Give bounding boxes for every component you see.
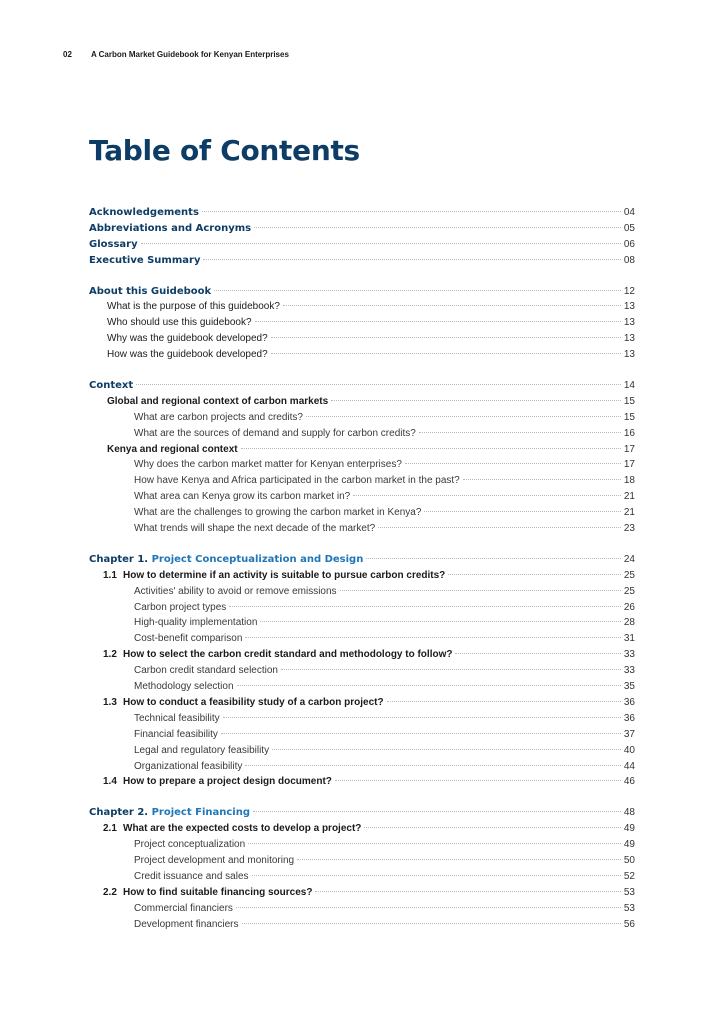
toc-subentry[interactable] [89, 631, 635, 647]
toc-entry-label: How have Kenya and Africa participated in the carbon market in the past? [134, 475, 460, 487]
dot-leader [366, 558, 621, 559]
section-number: 1.3 [103, 696, 117, 708]
toc-page-number: 36 [623, 696, 635, 708]
toc-entry-label: Why was the guidebook developed? [107, 333, 268, 345]
dot-leader [463, 479, 621, 480]
toc-section-1-3[interactable] [89, 695, 635, 711]
toc-entry-label: Kenya and regional context [107, 443, 238, 455]
dot-leader [202, 211, 621, 212]
toc-entry-label: Credit issuance and sales [134, 870, 249, 882]
toc-subentry[interactable] [89, 584, 635, 600]
toc-subentry[interactable] [89, 663, 635, 679]
toc-page-number: 15 [623, 395, 635, 407]
dot-leader [283, 305, 621, 306]
section-number: 2.2 [103, 886, 117, 898]
toc-page-number: 35 [623, 681, 635, 693]
toc-entry-label: How was the guidebook developed? [107, 349, 268, 361]
toc-entry-executive-summary[interactable] [89, 253, 635, 269]
dot-leader [448, 574, 621, 575]
toc-subentry[interactable] [89, 711, 635, 727]
toc-entry-label [89, 821, 361, 837]
section-number: 1.2 [103, 649, 117, 661]
toc-entry-label: Carbon project types [134, 601, 227, 613]
toc-section-1-1[interactable] [89, 568, 635, 584]
toc-entry-label: Project development and monitoring [134, 854, 295, 866]
dot-leader [272, 749, 621, 750]
toc-page-number: 13 [623, 333, 635, 345]
toc-subentry[interactable] [89, 473, 635, 489]
dot-leader [214, 290, 621, 291]
chapter-title: Project Conceptualization and Design [151, 553, 364, 565]
toc-page-number: 26 [623, 601, 635, 613]
dot-leader [387, 701, 621, 702]
toc-subentry[interactable] [89, 869, 635, 885]
toc-group-chapter-1 [89, 552, 635, 790]
toc-page-number: 04 [623, 207, 635, 218]
toc-page-number: 13 [623, 317, 635, 329]
toc-page-number: 21 [623, 491, 635, 503]
toc-entry-context[interactable] [89, 378, 635, 394]
toc-entry-abbreviations[interactable] [89, 221, 635, 237]
dot-leader [141, 243, 621, 244]
toc-page-number: 23 [623, 523, 635, 535]
toc-entry-label: High-quality implementation [134, 617, 258, 629]
toc-subentry[interactable] [89, 299, 635, 315]
toc-entry-label: What trends will shape the next decade of the market? [134, 523, 376, 535]
toc-entry-label: Activities' ability to avoid or remove emissions [134, 585, 337, 597]
dot-leader [245, 765, 620, 766]
dot-leader [254, 227, 621, 228]
toc-subentry[interactable] [89, 679, 635, 695]
toc-section-kenya-context[interactable] [89, 442, 635, 458]
toc-page-number: 49 [623, 823, 635, 835]
toc-entry-label: Commercial financiers [134, 902, 233, 914]
dot-leader [297, 859, 621, 860]
section-title: How to prepare a project design document? [123, 776, 332, 788]
toc-subentry[interactable] [89, 410, 635, 426]
toc-subentry[interactable] [89, 600, 635, 616]
toc-page-number: 05 [623, 222, 635, 234]
dot-leader [306, 416, 621, 417]
section-title: How to select the carbon credit standard and methodology to follow? [123, 649, 453, 661]
toc-subentry[interactable] [89, 521, 635, 537]
toc-subentry[interactable] [89, 505, 635, 521]
dot-leader [136, 384, 621, 385]
dot-leader [455, 653, 620, 654]
dot-leader [271, 337, 621, 338]
dot-leader [242, 923, 621, 924]
chapter-prefix: Chapter 1. [89, 553, 149, 565]
toc-entry-label: Acknowledgements [89, 207, 199, 218]
toc-subentry[interactable] [89, 347, 635, 363]
toc-subentry[interactable] [89, 853, 635, 869]
dot-leader [252, 875, 621, 876]
dot-leader [253, 811, 621, 812]
toc-page-number: 25 [623, 569, 635, 581]
dot-leader [241, 448, 621, 449]
dot-leader [236, 907, 621, 908]
toc-entry-label: About this Guidebook [89, 285, 212, 297]
toc-entry-label: What area can Kenya grow its carbon market in? [134, 491, 351, 503]
toc-entry-label: Technical feasibility [134, 712, 220, 724]
toc-page-number: 15 [623, 411, 635, 423]
section-title: What are the expected costs to develop a project? [123, 823, 362, 835]
toc-entry-label: Development financiers [134, 918, 239, 930]
toc-page-number: 28 [623, 617, 635, 629]
toc-subentry[interactable] [89, 727, 635, 743]
toc-page-number: 53 [623, 902, 635, 914]
section-number: 1.4 [103, 776, 117, 788]
section-title: How to conduct a feasibility study of a carbon project? [123, 696, 384, 708]
toc-entry-label: Why does the carbon market matter for Kenyan enterprises? [134, 459, 402, 471]
toc-entry-chapter-2[interactable] [89, 805, 635, 821]
chapter-title: Project Financing [151, 807, 251, 819]
chapter-prefix: Chapter 2. [89, 807, 149, 819]
toc-entry-label [89, 885, 312, 901]
toc-entry-label: What are carbon projects and credits? [134, 411, 303, 423]
dot-leader [424, 511, 620, 512]
dot-leader [419, 432, 621, 433]
toc-entry-label [89, 695, 384, 711]
dot-leader [353, 495, 621, 496]
toc-subentry[interactable] [89, 615, 635, 631]
toc-subentry[interactable] [89, 917, 635, 933]
toc-entry-label: Cost-benefit comparison [134, 633, 243, 645]
running-header [63, 50, 289, 59]
toc-group-about [89, 284, 635, 363]
toc-entry-label: Project conceptualization [134, 839, 246, 851]
toc-subentry[interactable] [89, 457, 635, 473]
section-number: 1.1 [103, 569, 117, 581]
toc-entry-label [89, 805, 250, 821]
dot-leader [237, 685, 621, 686]
toc-entry-label [89, 774, 332, 790]
toc-page-number: 18 [623, 475, 635, 487]
toc-entry-label: Global and regional context of carbon markets [107, 395, 329, 407]
toc-page-number: 13 [623, 349, 635, 361]
toc-page-number: 53 [623, 886, 635, 898]
toc-page-number: 12 [623, 285, 635, 297]
table-of-contents [89, 205, 635, 947]
toc-group-front-matter [89, 205, 635, 269]
section-title: How to find suitable financing sources? [123, 886, 313, 898]
toc-page-number: 52 [623, 870, 635, 882]
dot-leader [378, 527, 621, 528]
toc-entry-label: Carbon credit standard selection [134, 665, 278, 677]
dot-leader [364, 827, 620, 828]
toc-section-global-context[interactable] [89, 394, 635, 410]
toc-entry-label: Executive Summary [89, 254, 201, 266]
toc-section-1-2[interactable] [89, 647, 635, 663]
section-number: 2.1 [103, 823, 117, 835]
toc-page-number: 21 [623, 507, 635, 519]
dot-leader [260, 621, 620, 622]
dot-leader [255, 321, 621, 322]
toc-entry-label: Financial feasibility [134, 728, 218, 740]
toc-subentry[interactable] [89, 426, 635, 442]
toc-entry-label: Legal and regulatory feasibility [134, 744, 270, 756]
section-title: How to determine if an activity is suitable to pursue carbon credits? [123, 569, 446, 581]
toc-page-number: 50 [623, 854, 635, 866]
header-page-number: 02 [63, 50, 72, 59]
dot-leader [315, 891, 620, 892]
toc-subentry[interactable] [89, 743, 635, 759]
toc-page-number: 33 [623, 665, 635, 677]
toc-group-chapter-2 [89, 805, 635, 932]
toc-subentry[interactable] [89, 837, 635, 853]
dot-leader [335, 780, 621, 781]
toc-page-number: 06 [623, 238, 635, 250]
toc-page-number: 16 [623, 427, 635, 439]
toc-entry-label [89, 647, 452, 663]
dot-leader [271, 353, 621, 354]
dot-leader [331, 400, 621, 401]
toc-page-number: 48 [623, 807, 635, 819]
toc-entry-label: What are the challenges to growing the carbon market in Kenya? [134, 507, 422, 519]
toc-page-number: 17 [623, 443, 635, 455]
toc-group-context [89, 378, 635, 537]
toc-page-number: 33 [623, 649, 635, 661]
toc-page-number: 24 [623, 553, 635, 565]
toc-page-number: 08 [623, 254, 635, 266]
toc-entry-glossary[interactable] [89, 237, 635, 253]
header-title: A Carbon Market Guidebook for Kenyan Enterprises [90, 50, 289, 59]
toc-entry-label [89, 552, 363, 568]
dot-leader [221, 733, 621, 734]
toc-page-number: 46 [623, 776, 635, 788]
toc-page-number: 44 [623, 760, 635, 772]
toc-entry-label: Context [89, 380, 134, 392]
dot-leader [203, 259, 620, 260]
toc-entry-about[interactable] [89, 284, 635, 300]
toc-section-2-2[interactable] [89, 885, 635, 901]
dot-leader [281, 669, 621, 670]
toc-page-number: 13 [623, 301, 635, 313]
toc-page-number: 56 [623, 918, 635, 930]
toc-subentry[interactable] [89, 759, 635, 775]
toc-entry-label: What are the sources of demand and supply for carbon credits? [134, 427, 416, 439]
toc-subentry[interactable] [89, 901, 635, 917]
dot-leader [248, 843, 621, 844]
toc-page-number: 25 [623, 585, 635, 597]
toc-entry-label: Abbreviations and Acronyms [89, 222, 252, 234]
dot-leader [223, 717, 621, 718]
toc-entry-label [89, 568, 445, 584]
toc-section-2-1[interactable] [89, 821, 635, 837]
toc-subentry[interactable] [89, 489, 635, 505]
toc-page-number: 17 [623, 459, 635, 471]
toc-entry-label: Organizational feasibility [134, 760, 243, 772]
page-title: Table of Contents [89, 134, 360, 167]
toc-page-number: 49 [623, 839, 635, 851]
dot-leader [405, 463, 621, 464]
toc-page-number: 40 [623, 744, 635, 756]
toc-subentry[interactable] [89, 315, 635, 331]
toc-entry-acknowledgements[interactable] [89, 205, 635, 221]
toc-entry-label: Glossary [89, 238, 138, 250]
dot-leader [245, 637, 620, 638]
dot-leader [229, 606, 621, 607]
dot-leader [340, 590, 621, 591]
toc-entry-label: Methodology selection [134, 681, 234, 693]
toc-entry-label: Who should use this guidebook? [107, 317, 252, 329]
toc-page-number: 14 [623, 380, 635, 392]
toc-page-number: 31 [623, 633, 635, 645]
toc-entry-chapter-1[interactable] [89, 552, 635, 568]
toc-page-number: 37 [623, 728, 635, 740]
toc-page-number: 36 [623, 712, 635, 724]
toc-section-1-4[interactable] [89, 774, 635, 790]
toc-entry-label: What is the purpose of this guidebook? [107, 301, 280, 313]
toc-subentry[interactable] [89, 331, 635, 347]
